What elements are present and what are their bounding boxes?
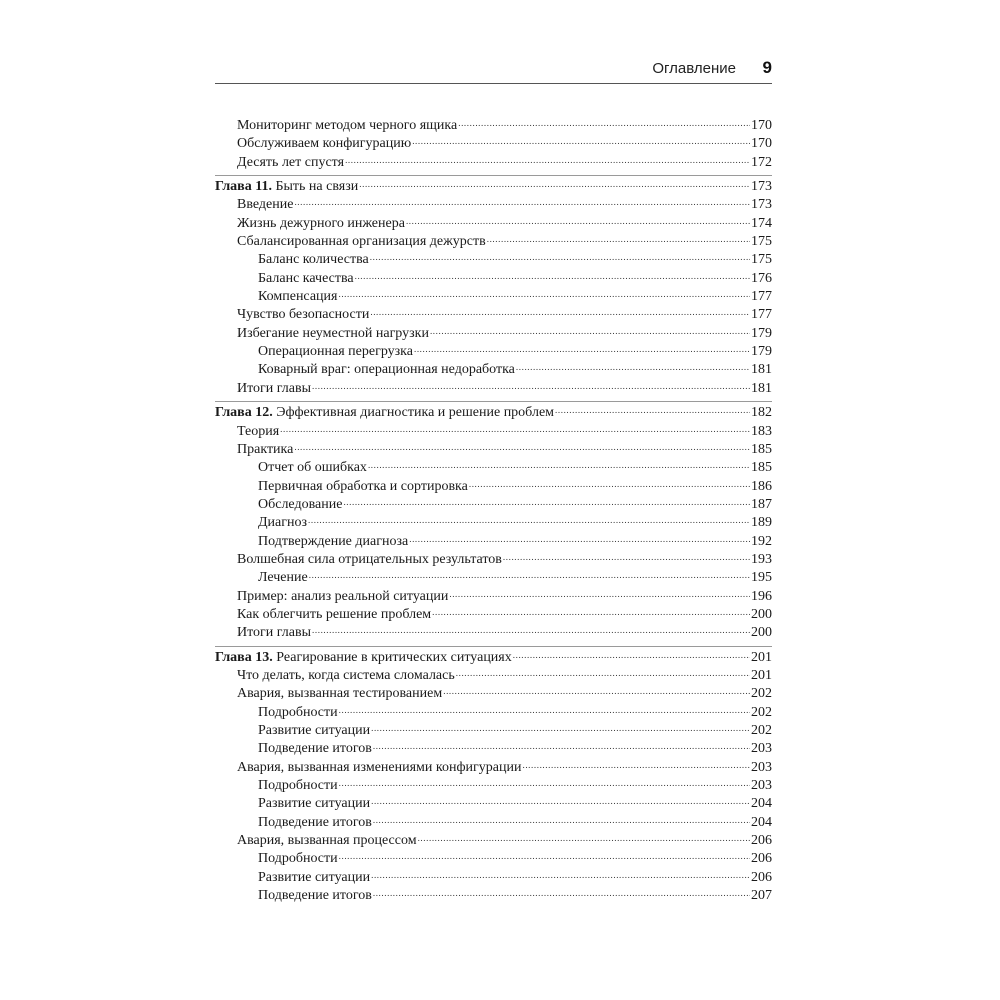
toc-entry-title: Развитие ситуации — [258, 796, 371, 812]
toc-page-number: 203 — [751, 778, 772, 794]
toc-entry-row — [215, 361, 772, 379]
dot-leader — [368, 460, 750, 470]
dot-leader — [418, 833, 750, 843]
dot-leader — [414, 344, 750, 354]
toc-entry-label — [258, 496, 342, 514]
toc-entry-row — [215, 135, 772, 153]
toc-entry-title: Пример: анализ реальной ситуации — [237, 588, 449, 604]
dot-leader — [371, 870, 750, 880]
toc-entry-label — [258, 814, 372, 832]
toc-entry-label — [237, 441, 293, 459]
toc-page-number: 185 — [751, 441, 772, 457]
dot-leader — [355, 271, 750, 281]
toc-chapter-row — [215, 404, 772, 422]
toc-page-number: 175 — [751, 252, 772, 268]
toc-entry-row — [215, 588, 772, 606]
dot-leader — [339, 705, 750, 715]
toc-entry-row — [215, 869, 772, 887]
toc-entry-label — [237, 624, 311, 642]
toc-entry-title: Подробности — [258, 704, 338, 720]
toc-chapter-row — [215, 178, 772, 196]
toc-page-number: 206 — [751, 833, 772, 849]
toc-chapter-number: Глава 11. — [215, 179, 272, 195]
toc-entry-title: Введение — [237, 197, 294, 213]
toc-entry-title: Мониторинг методом черного ящика — [237, 118, 458, 133]
toc-entry-title: Практика — [237, 441, 294, 457]
toc-entry-title: Подробности — [258, 851, 338, 867]
toc-entry-row — [215, 569, 772, 587]
dot-leader — [343, 497, 750, 507]
toc-entry-row — [215, 380, 772, 398]
toc-chapter-number: Глава 12. — [215, 405, 273, 421]
toc-page-number: 179 — [751, 344, 772, 360]
toc-entry-label — [258, 777, 338, 795]
toc-entry-title: Жизнь дежурного инженера — [237, 215, 405, 231]
toc-entry-label — [258, 343, 413, 361]
toc-entry-row — [215, 459, 772, 477]
dot-leader — [432, 607, 750, 617]
running-header — [215, 58, 772, 84]
toc-entry-title: Теория — [237, 423, 280, 439]
toc-entry-label — [237, 759, 521, 777]
toc-entry-title: Развитие ситуации — [258, 869, 371, 885]
toc-page-number: 202 — [751, 723, 772, 738]
toc-page-number: 192 — [751, 533, 772, 549]
dot-leader — [371, 796, 750, 806]
toc-page-number: 173 — [751, 179, 772, 195]
dot-leader — [294, 442, 750, 452]
toc-page-number: 170 — [751, 118, 772, 133]
toc-entry-row — [215, 685, 772, 703]
toc-entry-row — [215, 722, 772, 740]
toc-entry-row — [215, 832, 772, 850]
toc-entry-label — [237, 685, 442, 703]
toc-entry-row — [215, 251, 772, 269]
toc-entry-label — [258, 722, 370, 740]
toc-page-number: 195 — [751, 570, 772, 586]
toc-entry-title: Подведение итогов — [258, 814, 372, 830]
toc-page-number: 185 — [751, 460, 772, 476]
toc-entry-label — [237, 154, 344, 172]
toc-entry-title: Быть на связи — [275, 179, 359, 195]
toc-page-number: 207 — [751, 888, 772, 904]
toc-entry-label — [237, 667, 455, 685]
toc-page-number: 176 — [751, 270, 772, 286]
toc-entry-title: Избегание неуместной нагрузки — [237, 325, 429, 341]
toc-entry-title: Развитие ситуации — [258, 723, 371, 738]
toc-entry-title: Итоги главы — [237, 380, 312, 396]
toc-entry-title: Операционная перегрузка — [258, 344, 413, 360]
toc-entry-row — [215, 233, 772, 251]
toc-entry-label — [237, 380, 311, 398]
toc-entry-title: Авария, вызванная изменениями конфигурации — [237, 759, 522, 775]
toc-entry-label — [258, 869, 370, 887]
toc-entry-label — [237, 606, 431, 624]
dot-leader — [513, 650, 750, 660]
toc-entry-row — [215, 288, 772, 306]
dot-leader — [449, 589, 750, 599]
toc-page-number: 204 — [751, 796, 772, 812]
toc-entry-row — [215, 343, 772, 361]
dot-leader — [339, 778, 750, 788]
dot-leader — [312, 625, 750, 635]
toc-entry-row — [215, 154, 772, 172]
dot-leader — [294, 197, 750, 207]
dot-leader — [370, 307, 750, 317]
toc-entry-title: Подведение итогов — [258, 741, 372, 757]
toc-entry-label — [258, 850, 338, 868]
toc-entry-row — [215, 478, 772, 496]
toc-entry-label — [258, 514, 307, 532]
header-rule — [215, 83, 772, 84]
toc-entry-title: Авария, вызванная тестированием — [237, 686, 443, 702]
toc-page-number: 173 — [751, 197, 772, 213]
toc-entry-label — [258, 288, 337, 306]
dot-leader — [469, 479, 750, 489]
dot-leader — [373, 815, 750, 825]
toc-entry-label — [258, 887, 372, 905]
chapter-separator — [215, 175, 772, 176]
toc-entry-label — [237, 325, 429, 343]
toc-entry-row — [215, 795, 772, 813]
toc-entry-row — [215, 759, 772, 777]
dot-leader — [487, 234, 750, 244]
toc-entry-title: Лечение — [258, 570, 308, 586]
toc-page-number: 200 — [751, 606, 772, 622]
toc-entry-row — [215, 551, 772, 569]
toc-page-number: 179 — [751, 325, 772, 341]
toc-entry-title: Волшебная сила отрицательных результатов — [237, 551, 502, 567]
toc-entry-row — [215, 704, 772, 722]
toc-entry-label — [237, 215, 405, 233]
toc-page-number: 201 — [751, 667, 772, 683]
toc-entry-title: Сбалансированная организация дежурств — [237, 234, 486, 250]
toc-entry-title: Подтверждение диагноза — [258, 533, 409, 549]
toc-entry-row — [215, 496, 772, 514]
toc-entry-label — [237, 196, 293, 214]
dot-leader — [555, 405, 750, 415]
toc-entry-row — [215, 117, 772, 135]
toc-entry-title: Как облегчить решение проблем — [237, 606, 432, 622]
toc-entry-title: Обслуживаем конфигурацию — [237, 136, 412, 152]
dot-leader — [338, 289, 750, 299]
toc-entry-row — [215, 850, 772, 868]
toc-entry-label — [237, 135, 411, 153]
toc-entry-label — [258, 569, 308, 587]
toc-entry-label — [237, 117, 457, 135]
dot-leader — [373, 888, 750, 898]
table-of-contents — [215, 117, 772, 905]
toc-entry-title: Чувство безопасности — [237, 307, 370, 323]
toc-page-number: 170 — [751, 136, 772, 152]
toc-entry-label — [237, 233, 486, 251]
toc-page-number: 172 — [751, 154, 772, 170]
toc-entry-title: Реагирование в критических ситуациях — [276, 649, 512, 665]
toc-page-number: 203 — [751, 759, 772, 775]
dot-leader — [516, 362, 750, 372]
running-header-title: Оглавление — [652, 60, 736, 77]
toc-page-number: 181 — [751, 362, 772, 378]
toc-entry-row — [215, 514, 772, 532]
toc-entry-row — [215, 887, 772, 905]
toc-entry-label — [237, 588, 448, 606]
toc-entry-label — [237, 306, 369, 324]
toc-entry-label — [215, 178, 358, 196]
running-header-page-number: 9 — [762, 58, 772, 77]
toc-entry-row — [215, 624, 772, 642]
toc-page-number: 196 — [751, 588, 772, 604]
toc-page-number: 203 — [751, 741, 772, 757]
toc-entry-label — [237, 423, 279, 441]
toc-page-number: 187 — [751, 496, 772, 512]
toc-entry-title: Отчет об ошибках — [258, 460, 367, 476]
toc-page-number: 189 — [751, 515, 772, 531]
toc-page-number: 175 — [751, 234, 772, 250]
toc-entry-title: Баланс количества — [258, 252, 369, 268]
dot-leader — [522, 760, 750, 770]
dot-leader — [443, 686, 750, 696]
dot-leader — [456, 668, 750, 678]
toc-entry-title: Авария, вызванная процессом — [237, 833, 417, 849]
dot-leader — [308, 515, 750, 525]
toc-entry-title: Подведение итогов — [258, 888, 372, 904]
toc-entry-label — [258, 361, 515, 379]
toc-entry-row — [215, 306, 772, 324]
toc-entry-title: Итоги главы — [237, 625, 312, 641]
toc-entry-label — [258, 704, 338, 722]
toc-entry-title: Подробности — [258, 778, 338, 794]
toc-entry-title: Что делать, когда система сломалась — [237, 667, 455, 683]
toc-entry-row — [215, 814, 772, 832]
toc-entry-row — [215, 325, 772, 343]
toc-entry-label — [258, 478, 468, 496]
toc-entry-row — [215, 740, 772, 758]
toc-entry-label — [258, 795, 370, 813]
dot-leader — [312, 381, 750, 391]
toc-page-number: 181 — [751, 380, 772, 396]
dot-leader — [409, 534, 750, 544]
toc-chapter-number: Глава 13. — [215, 649, 273, 665]
toc-entry-title: Обследование — [258, 496, 343, 512]
toc-entry-label — [258, 459, 367, 477]
toc-entry-label — [258, 251, 369, 269]
dot-leader — [430, 326, 750, 336]
toc-page-number: 201 — [751, 649, 772, 665]
dot-leader — [345, 155, 750, 165]
toc-page-number: 204 — [751, 814, 772, 830]
dot-leader — [406, 216, 750, 226]
toc-entry-row — [215, 606, 772, 624]
toc-page-number: 174 — [751, 215, 772, 231]
toc-entry-label — [215, 649, 512, 667]
toc-page-number: 183 — [751, 423, 772, 439]
toc-page-number: 202 — [751, 704, 772, 720]
toc-chapter-row — [215, 649, 772, 667]
toc-page-number: 186 — [751, 478, 772, 494]
dot-leader — [370, 252, 750, 262]
toc-entry-title: Компенсация — [258, 289, 338, 305]
dot-leader — [458, 118, 750, 128]
toc-entry-row — [215, 533, 772, 551]
toc-entry-title: Баланс качества — [258, 270, 354, 286]
toc-page-number: 202 — [751, 686, 772, 702]
toc-page-number: 206 — [751, 869, 772, 885]
dot-leader — [339, 851, 750, 861]
toc-page-number: 177 — [751, 307, 772, 323]
toc-page-number: 206 — [751, 851, 772, 867]
toc-entry-label — [258, 740, 372, 758]
toc-entry-row — [215, 777, 772, 795]
dot-leader — [412, 136, 750, 146]
toc-page-number: 193 — [751, 551, 772, 567]
dot-leader — [280, 424, 750, 434]
toc-entry-label — [258, 270, 354, 288]
toc-entry-label — [215, 404, 554, 422]
toc-entry-title: Диагноз — [258, 515, 308, 531]
dot-leader — [371, 723, 750, 733]
toc-entry-label — [258, 533, 408, 551]
toc-entry-row — [215, 215, 772, 233]
toc-entry-row — [215, 667, 772, 685]
toc-entry-title: Десять лет спустя — [237, 154, 345, 170]
toc-entry-title: Эффективная диагностика и решение проблем — [276, 405, 555, 421]
chapter-separator — [215, 401, 772, 402]
dot-leader — [359, 179, 750, 189]
toc-entry-title: Коварный враг: операционная недоработка — [258, 362, 515, 378]
dot-leader — [373, 741, 750, 751]
toc-page-number: 200 — [751, 625, 772, 641]
toc-entry-row — [215, 196, 772, 214]
toc-entry-row — [215, 441, 772, 459]
toc-page-number: 177 — [751, 289, 772, 305]
toc-entry-row — [215, 270, 772, 288]
toc-entry-label — [237, 551, 502, 569]
toc-entry-label — [237, 832, 417, 850]
toc-entry-row — [215, 423, 772, 441]
toc-entry-title: Первичная обработка и сортировка — [258, 478, 468, 494]
dot-leader — [309, 570, 750, 580]
chapter-separator — [215, 646, 772, 647]
dot-leader — [503, 552, 750, 562]
toc-page-number: 182 — [751, 405, 772, 421]
